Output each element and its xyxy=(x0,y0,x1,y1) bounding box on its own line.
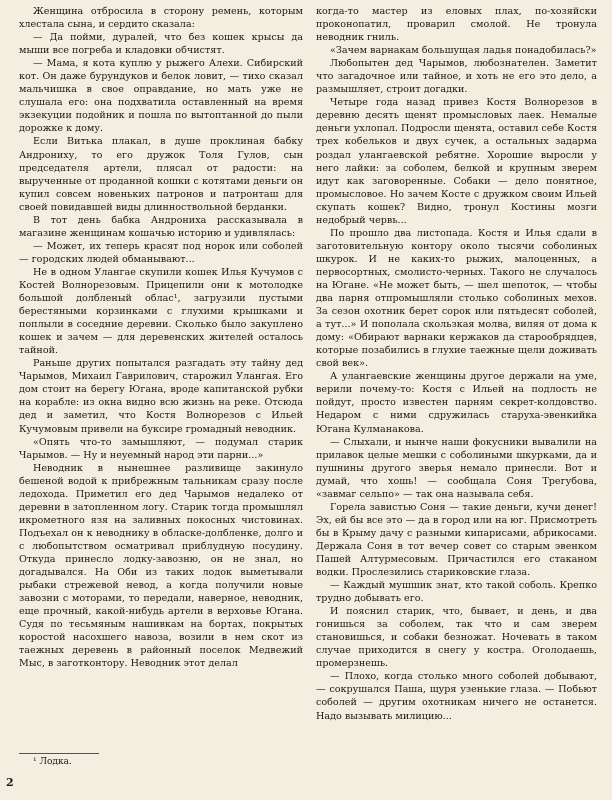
paragraph: Неводник в нынешнее разливище закинуло бешеной водой к прибрежным тальникам сразу после ледохода. Приметил его дед Чарымов недалеко от деревни в затопленном логу. Старик тогда промышлял икрометного язя на заливных покосных чистовинах. Подъехал он к неводнику в обласке-долбленке, долго и с любопытством осматривал приблудную посудину. Откуда принесло лодку-завозню, он не знал, но догадывался. На Оби из таких лодок выметывали рыбаки стрежевой невод, а когда получили новые завозни с моторами, то передали, наверное, неводник, еще прочный, какой-нибудь артели в верховье Югана. Судя по тесьмяным нашивкам на бортах, покрытых коростой насохшего навоза, возили в нем скот из таежных деревень в районный поселок Медвежий Мыс, в заготконтору. Неводник этот делал xyxy=(19,462,303,670)
left-text-column xyxy=(19,5,303,670)
paragraph: Раньше других попытался разгадать эту тайну дед Чарымов, Михаил Гаврилович, старожил Улангая. Его дом стоит на берегу Югана, вроде капитанской рубки на корабле: из окна видно всю жизнь на реке. Отсюда дед и заметил, что Костя Волнорезов с Ильей Кучумовым привели на буксире громадный неводник. xyxy=(19,358,303,435)
paragraph: — Слыхали, и нынче наши фокусники вывалили на прилавок целые мешки с соболиными шкурками, да и пушнины другого зверья немало принесли. Вот и думай, что хошь! — сообщала Соня Трегубова, «завмаг сельпо» — так она называла себя. xyxy=(316,436,597,500)
paragraph: Женщина отбросила в сторону ремень, которым хлестала сына, и сердито сказала: xyxy=(19,6,303,31)
paragraph: В тот день бабка Андрониха рассказывала в магазине женщинам кошачью историю и удивлялась: xyxy=(19,214,303,239)
right-text-column xyxy=(316,5,597,723)
paragraph: Не в одном Улангае скупили кошек Илья Кучумов с Костей Волнорезовым. Прицепили они к мотолодке большой долбленый облас¹, загрузили пустыми берестяными корзинками с глухими крышками и поплыли в соседние деревни. Сколько было закуплено кошек и зачем — для деревенских жителей осталось тайной. xyxy=(19,266,303,357)
paragraph: Горела завистью Соня — такие деньги, кучи денег! Эх, ей бы все это — да в город или на юг. Присмотреть бы в Крыму дачу с разными кипарисами, абрикосами. Держала Соня в тот вечер совет со старым эвенком Пашей Алтурмесовым. Причастился его стаканом водки. Прослезились стариковские глаза. xyxy=(316,501,597,579)
paragraph: И пояснил старик, что, бывает, и день, и два гонишься за соболем, так что и сам зверем становишься, и собаки безножат. Ночевать в таком случае приходится в снегу у костра. Оголодаешь, промерзнешь. xyxy=(316,606,597,670)
footnote-divider xyxy=(19,753,99,754)
footnote: ¹ Лодка. xyxy=(33,757,72,767)
paragraph: Четыре года назад привез Костя Волнорезов в деревню десять щенят промысловых лаек. Немалые деньги ухлопал. Подросли щенята, оставил себе Костя трех кобельков и двух сучек, а остальных задарма роздал улангаевской ребятне. Хорошие выросли у него лайки: за соболем, белкой и крупным зверем идут как заговоренные. Собаки — дело понятное, промысловое. Но зачем Косте с дружком своим Ильей скупать кошек? Видно, тронул Костины мозги недобрый червь... xyxy=(316,97,597,226)
paragraph: Если Витька плакал, в душе проклиная бабку Андрониху, то его дружок Толя Гулов, сын председателя артели, плясал от радости: на вырученные от проданной кошки с котятами деньги он купил совсем новеньких патронов и патронташ для своей повидавшей виды длинноствольной берданки. xyxy=(19,136,303,213)
paragraph: «Опять что-то замышляют, — подумал старик Чарымов. — Ну и неуемный народ эти парни...» xyxy=(19,436,303,461)
paragraph: — Плохо, когда столько много соболей добывают, — сокрушался Паша, щуря узенькие глаза. — Побьют соболей — другим охотникам ничего не останется. Надо вызывать милицию... xyxy=(316,671,597,722)
paragraph: «Зачем варнакам большущая ладья понадобилась?» xyxy=(330,45,597,57)
page-number: 2 xyxy=(6,776,14,789)
paragraph: — Да пойми, дуралей, что без кошек крысы да мыши все погреба и кладовки обчистят. xyxy=(19,32,303,57)
paragraph: А улангаевские женщины другое держали на уме, верили почему-то: Костя с Ильей на подлость не пойдут, просто известен парням секрет-колдовство. Недаром с ними сдружилась старуха-эвенкийка Югана Кулманакова. xyxy=(316,371,597,435)
paragraph: — Мама, я кота куплю у рыжего Алехи. Сибирский кот. Он даже бурундуков и белок ловит, — тихо сказал мальчишка в свое оправдание, но мать уже не слушала его: она подхватила оставленный на время экзекуции подойник и пошла по вытоптанной до пыли дорожке к дому. xyxy=(19,58,303,135)
paragraph: Любопытен дед Чарымов, любознателен. Заметит что загадочное или тайное, и хоть не его это дело, а размышляет, строит догадки. xyxy=(316,58,597,96)
paragraph: когда-то мастер из еловых плах, по-хозяйски проконопатил, проварил смолой. Не тронула неводник гниль. xyxy=(316,6,597,44)
paragraph: — Каждый мушшик знат, кто такой соболь. Крепко трудно добывать его. xyxy=(316,580,597,605)
paragraph: По прошло два листопада. Костя и Илья сдали в заготовительную контору около тысячи соболиных шкурок. И не каких-то рыжих, малоценных, а первосортных, смолисто-черных. Такого не случалось на Югане. «Не может быть, — шел шепоток, — чтобы два парня отпромышляли столько соболиных мехов. За сезон охотник берет сорок или пятьдесят соболей, а тут...» И пополала скользкая молва, виляя от дома к дому: «Обирают варнаки кержаков да старообрядцев, которые позабились в глухие таежные щели доживать свой век». xyxy=(316,227,597,370)
paragraph: — Может, их теперь красят под норок или соболей — городских людей обманывают... xyxy=(19,240,303,265)
